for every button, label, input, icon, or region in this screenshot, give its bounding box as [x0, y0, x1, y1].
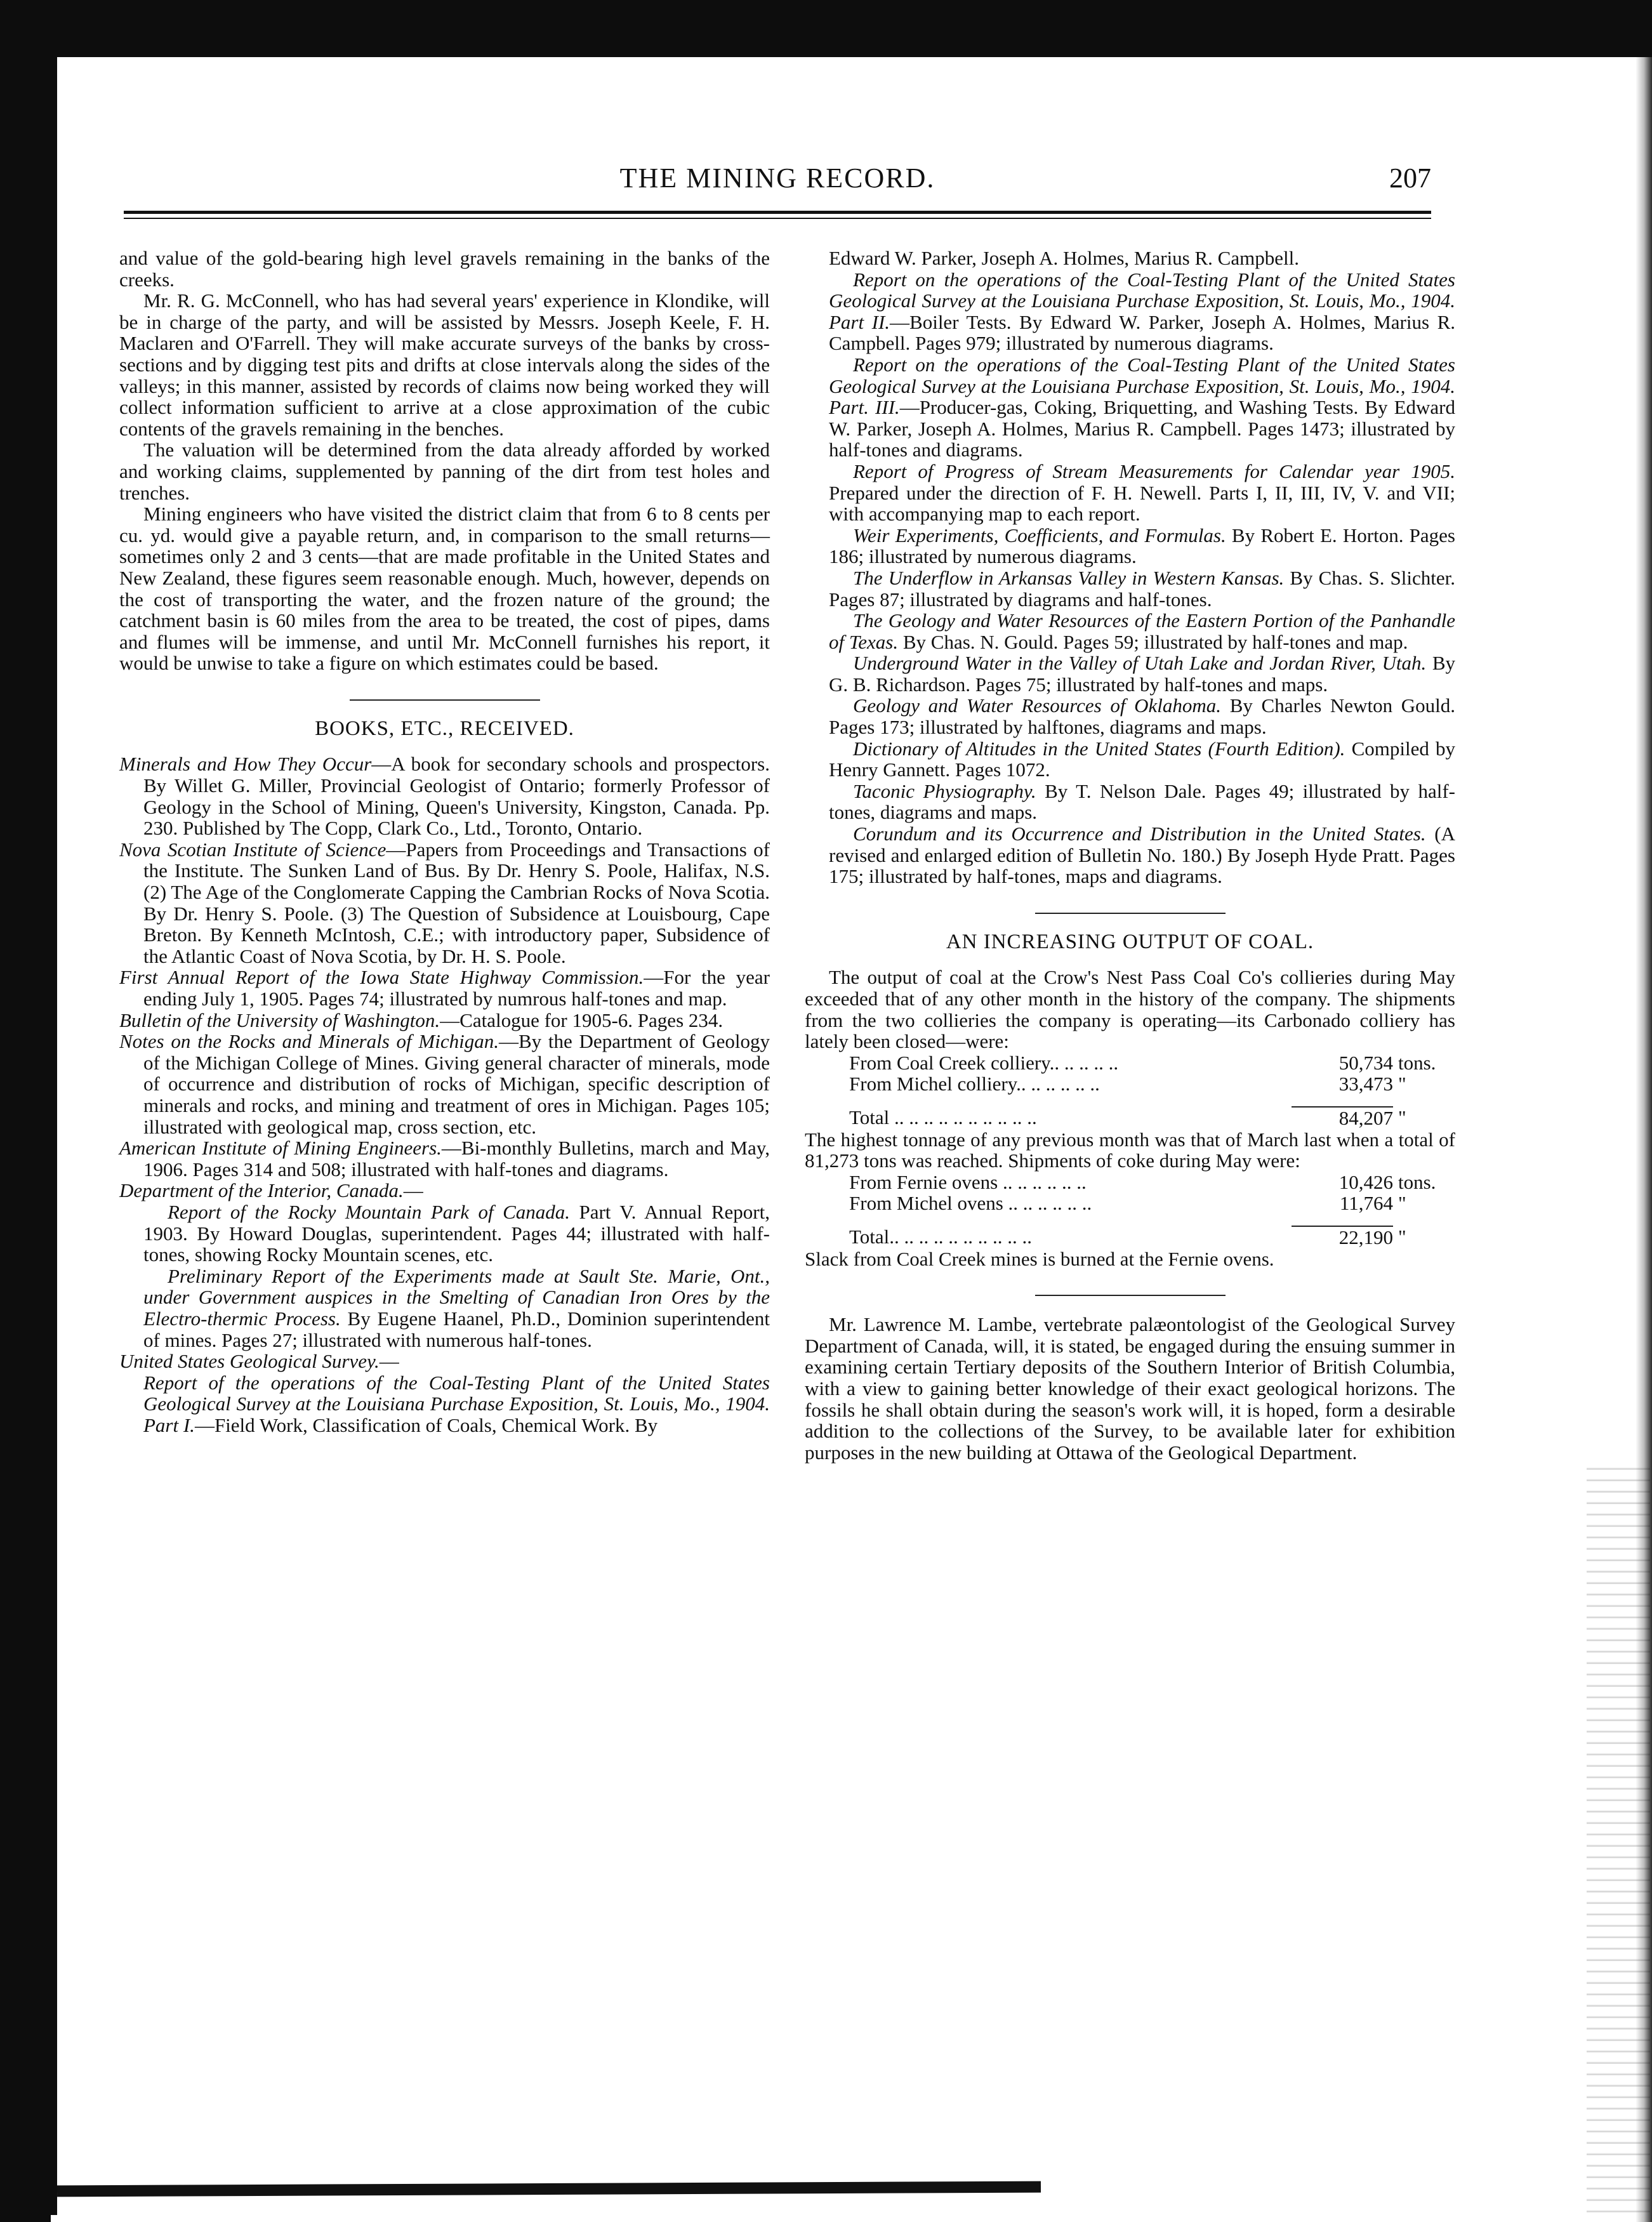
book-subentry-text: By Chas. N. Gould. Pages 59; illustrated by half-tones and map.	[898, 630, 1408, 653]
paragraph: Mining engineers who have visited the district claim that from 6 to 8 cents per cu. yd. would give a payable return, and, in comparison to the small returns—sometimes only 2 and 3 cents—that are made profitable in the United States and New Zealand, these figures seem reasonable enough. Much, however, depends on the cost of transporting the water, and the frozen nature of the ground; the catchment basin is 60 miles from the area to be treated, the cost of pipes, dams and flumes will be immense, and until Mr. McConnell furnishes his report, it would be unwise to take a figure on which estimates could be based.	[119, 503, 770, 675]
right-column	[805, 248, 1455, 1463]
book-subentry-continued: Edward W. Parker, Joseph A. Holmes, Marius R. Campbell.	[829, 247, 1299, 269]
paragraph: Mr. Lawrence M. Lambe, vertebrate palæontologist of the Geological Survey Department of Canada, will, it is stated, be engaged during the ensuing summer in examining certain Tertiary deposits of the Southern Interior of British Columbia, with a view to gaining better knowledge of their exact geological horizons. The fossils he shall obtain during the season's work will, it is hoped, form a desirable addition to the collections of the Survey, to be available later for exhibition purposes in the new building at Ottawa of the Geological Department.	[805, 1313, 1455, 1464]
book-subentry-title: Report of the Rocky Mountain Park of Canada.	[168, 1200, 571, 1223]
book-subentry-text: —Boiler Tests. By Edward W. Parker, Joseph A. Holmes, Marius R. Campbell. Pages 979; illustrated by numerous diagrams.	[829, 310, 1455, 355]
book-subentry-title: Preliminary Report of the Experiments made at Sault Ste. Marie, Ont., under Government auspices in the Smelting of Canadian Iron Ores by the Electro-thermic Process.	[143, 1264, 770, 1330]
table-cell-value: 10,426	[1338, 1170, 1393, 1193]
book-subentry-text: By G. B. Richardson. Pages 75; illustrated by half-tones and maps.	[829, 652, 1455, 696]
book-subentry	[805, 738, 1455, 781]
book-entry-title: United States Geological Survey.	[119, 1350, 380, 1373]
book-subentry	[119, 1266, 770, 1351]
book-entry-text: —Papers from Proceedings and Transactions of the Institute. The Sunken Land of Bus. By Dr. Henry S. Poole, Halifax, N.S. (2) The Age of the Conglomerate Capping the Cambrian Rocks of Nova Scotia. By Dr. Henry S. Poole. (3) The Question of Subsidence at Louisbourg, Cape Breton. By Kenneth McIntosh, C.E.; with introductory paper, Subsidence of the Atlantic Coast of Nova Scotia, by Dr. H. S. Poole.	[143, 838, 770, 967]
book-subentry-text: —Field Work, Classification of Coals, Chemical Work. By	[194, 1413, 658, 1436]
section-divider	[1035, 1295, 1226, 1296]
coal-shipments-table	[805, 1052, 1455, 1129]
table-cell-unit: "	[1398, 1073, 1406, 1095]
header-rule-thick	[124, 211, 1431, 214]
book-subentry-title: The Geology and Water Resources of the Eastern Portion of the Panhandle of Texas.	[829, 609, 1455, 653]
book-subentry-text: —Producer-gas, Coking, Briquetting, and Washing Tests. By Edward W. Parker, Joseph A. Holmes, Marius R. Campbell. Pages 1473; illustrated by half-tones and diagrams.	[829, 396, 1455, 461]
book-entry: United States Geological Survey.—	[119, 1350, 399, 1373]
book-subentry-title: Underground Water in the Valley of Utah Lake and Jordan River, Utah.	[853, 652, 1427, 675]
paragraph: Slack from Coal Creek mines is burned at the Fernie ovens.	[805, 1247, 1274, 1270]
table-cell-value: 11,764	[1339, 1192, 1393, 1215]
book-entry	[119, 967, 770, 1009]
table-row	[805, 1172, 1455, 1193]
book-entry	[119, 839, 770, 967]
table-cell-value: 84,207	[1292, 1107, 1393, 1129]
table-cell-value: 50,734	[1338, 1051, 1393, 1074]
book-subentry	[805, 695, 1455, 737]
table-cell-unit: tons.	[1398, 1170, 1436, 1193]
table-cell-unit: "	[1398, 1106, 1406, 1129]
table-cell-label: From Michel ovens .. .. .. .. .. ..	[849, 1192, 1092, 1215]
book-entry-text: —A book for secondary schools and prospectors. By Willet G. Miller, Provincial Geologist of Ontario; formerly Professor of Geology in the School of Mining, Queen's University, Kingston, Canada. Pp. 230. Published by The Copp, Clark Co., Ltd., Toronto, Ontario.	[143, 753, 770, 840]
section-divider	[1035, 913, 1226, 914]
table-cell-unit: tons.	[1398, 1051, 1436, 1074]
table-cell-label: From Michel colliery.. .. .. .. .. ..	[849, 1073, 1100, 1095]
book-subentry	[119, 1201, 770, 1266]
header-rule-thin	[124, 218, 1431, 219]
table-row	[805, 1052, 1455, 1074]
table-row	[805, 1193, 1455, 1214]
table-cell-unit: "	[1398, 1192, 1406, 1215]
book-entry	[119, 753, 770, 838]
scan-noise-right	[1587, 1460, 1650, 2221]
paragraph: The highest tonnage of any previous month was that of March last when a total of 81,273 tons was reached. Shipments of coke during May were:	[805, 1128, 1455, 1172]
table-cell-value: 22,190	[1292, 1226, 1393, 1248]
book-subentry-text: By Chas. S. Slichter. Pages 87; illustrated by diagrams and half-tones.	[829, 566, 1455, 611]
table-cell-label: From Fernie ovens .. .. .. .. .. ..	[849, 1170, 1087, 1193]
book-subentry-title: The Underflow in Arkansas Valley in Western Kansas.	[853, 566, 1285, 589]
book-subentry-text: Prepared under the direction of F. H. Newell. Parts I, II, III, IV, V. and VII; with accompanying map to each report.	[829, 481, 1455, 526]
coke-shipments-table	[805, 1172, 1455, 1248]
paragraph: The valuation will be determined from the data already afforded by worked and working claims, supplemented by panning of the dirt from test holes and trenches.	[119, 439, 770, 504]
book-subentry-text: By T. Nelson Dale. Pages 49; illustrated by half-tones, diagrams and maps.	[829, 779, 1455, 824]
book-subentry-title: Dictionary of Altitudes in the United States (Fourth Edition).	[853, 737, 1345, 760]
book-entry-text: —	[403, 1179, 423, 1202]
paragraph: The output of coal at the Crow's Nest Pass Coal Co's collieries during May exceeded that of any other month in the history of the company. The shipments from the two collieries the company is operating—its Carbonado colliery has lately been closed—were:	[805, 966, 1455, 1053]
book-entry-title: Bulletin of the University of Washington.	[119, 1008, 440, 1031]
book-entry-title: Department of the Interior, Canada.	[119, 1179, 404, 1202]
book-subentry	[805, 823, 1455, 887]
book-subentry-text: By Robert E. Horton. Pages 186; illustrated by numerous diagrams.	[829, 524, 1455, 568]
book-entry	[119, 1137, 770, 1180]
book-entry	[119, 1010, 770, 1031]
left-column	[119, 248, 770, 1436]
scan-border-left	[0, 0, 51, 2222]
book-subentry-title: Geology and Water Resources of Oklahoma.	[853, 694, 1222, 717]
book-entry-title: Notes on the Rocks and Minerals of Michigan.	[119, 1030, 499, 1053]
book-subentry-text: By Eugene Haanel, Ph.D., Dominion superintendent of mines. Pages 27; illustrated with numerous half-tones.	[143, 1307, 770, 1351]
book-subentry-title: Report of the operations of the Coal-Testing Plant of the United States Geological Survey at the Louisiana Purchase Exposition, St. Louis, Mo., 1904. Part I.	[143, 1371, 770, 1436]
book-subentry-title: Report of Progress of Stream Measurements for Calendar year 1905.	[853, 460, 1455, 482]
book-subentry	[805, 461, 1455, 525]
book-subentry-text: Compiled by Henry Gannett. Pages 1072.	[829, 737, 1456, 781]
book-entry-title: American Institute of Mining Engineers.	[119, 1137, 442, 1160]
table-cell-label: From Coal Creek colliery.. .. .. .. ..	[849, 1051, 1119, 1074]
scan-border-bottom	[57, 2181, 1041, 2197]
book-entry-text: —Catalogue for 1905-6. Pages 234.	[440, 1008, 724, 1031]
book-subentry	[805, 610, 1455, 652]
book-entry-text: —By the Department of Geology of the Michigan College of Mines. Giving general character of minerals, mode of occurrence and distribution of rocks of Michigan, specific description of minerals and rocks, and mining and treatment of ores in Michigan. Pages 105; illustrated with geological map, cross section, etc.	[143, 1030, 770, 1138]
book-subentry	[805, 652, 1455, 695]
book-entry-title: Nova Scotian Institute of Science	[119, 838, 387, 861]
section-divider	[350, 699, 540, 701]
book-subentry	[805, 269, 1455, 354]
paragraph: and value of the gold-bearing high level gravels remaining in the banks of the creeks.	[119, 247, 770, 291]
book-subentry	[805, 354, 1455, 461]
page-header	[124, 162, 1431, 200]
table-total-row	[805, 1226, 1455, 1248]
table-cell-label: Total .. .. .. .. .. .. .. .. .. ..	[849, 1106, 1037, 1129]
page-number: 207	[1389, 162, 1431, 194]
book-entry-title: First Annual Report of the Iowa State Highway Commission.	[119, 966, 644, 989]
book-subentry-title: Weir Experiments, Coefficients, and Formulas.	[853, 524, 1226, 546]
page-title: THE MINING RECORD.	[619, 162, 935, 194]
book-subentry	[805, 525, 1455, 567]
book-entry-text: —For the year ending July 1, 1905. Pages 74; illustrated by numrous half-tones and map.	[143, 966, 770, 1010]
paragraph: Mr. R. G. McConnell, who has had several years' experience in Klondike, will be in charge of the party, and will be assisted by Messrs. Joseph Keele, F. H. Maclaren and O'Farrell. They will make accurate surveys of the banks by cross-sections and by digging test pits and drifts at close intervals along the sides of the valleys; in this manner, assisted by records of claims now being worked they will collect information sufficient to arrive at a close approximation of the cubic contents of the gravels remaining in the benches.	[119, 289, 770, 440]
book-subentry-title: Taconic Physiography.	[853, 779, 1036, 802]
book-entry	[119, 1031, 770, 1137]
section-heading-coal: AN INCREASING OUTPUT OF COAL.	[946, 930, 1314, 953]
book-subentry-title: Report on the operations of the Coal-Testing Plant of the United States Geological Survey at the Louisiana Purchase Exposition, St. Louis, Mo., 1904. Part. III.	[829, 353, 1455, 419]
book-subentry	[119, 1372, 770, 1436]
scan-border-top	[0, 0, 1652, 57]
book-subentry	[805, 567, 1455, 610]
book-subentry-text: (A revised and enlarged edition of Bulletin No. 180.) By Joseph Hyde Pratt. Pages 175; illustrated by half-tones, maps and diagrams.	[829, 823, 1455, 888]
book-subentry-title: Report on the operations of the Coal-Testing Plant of the United States Geological Survey at the Louisiana Purchase Exposition, St. Louis, Mo., 1904. Part II.	[829, 268, 1455, 333]
scan-border-left-inner	[51, 57, 57, 2215]
book-entry-title: Minerals and How They Occur	[119, 753, 372, 776]
book-entry-text: —Bi-monthly Bulletins, march and May, 1906. Pages 314 and 508; illustrated with half-tones and diagrams.	[143, 1137, 770, 1180]
book-subentry	[805, 781, 1455, 823]
book-subentry-text: By Charles Newton Gould. Pages 173; illustrated by halftones, diagrams and maps.	[829, 694, 1455, 739]
section-heading-books: BOOKS, ETC., RECEIVED.	[315, 717, 574, 740]
table-total-row	[805, 1107, 1455, 1129]
book-subentry-text: Part V. Annual Report, 1903. By Howard Douglas, superintendent. Pages 44; illustrated with half-tones, showing Rocky Mountain scenes, etc.	[143, 1200, 770, 1266]
table-cell-unit: "	[1398, 1226, 1406, 1248]
table-cell-label: Total.. .. .. .. .. .. .. .. .. ..	[849, 1226, 1033, 1248]
table-cell-value: 33,473	[1338, 1073, 1393, 1095]
table-row	[805, 1073, 1455, 1095]
book-subentry-title: Corundum and its Occurrence and Distribution in the United States.	[853, 823, 1426, 845]
book-entry	[119, 1180, 770, 1201]
